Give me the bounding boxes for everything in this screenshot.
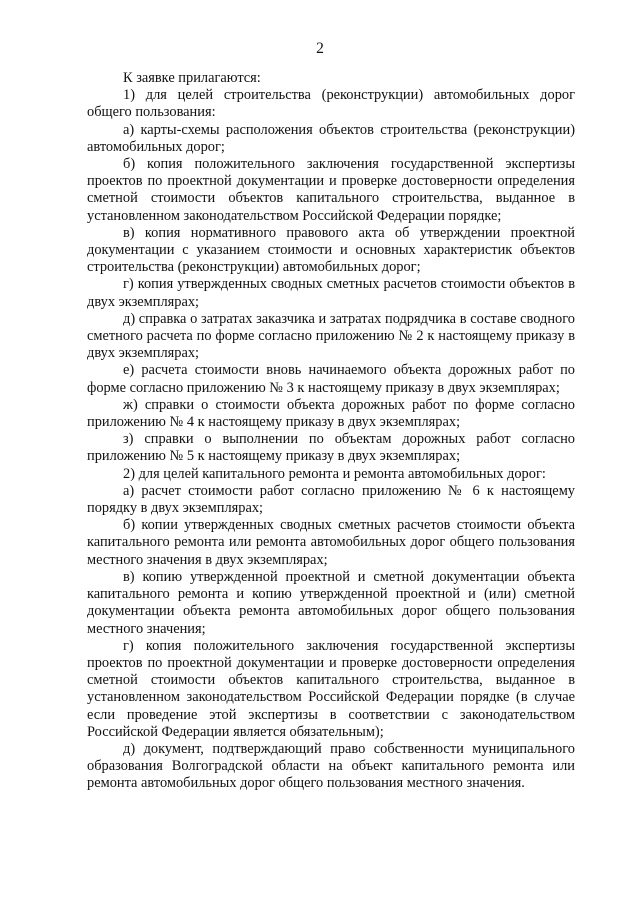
section-2-item-a: а) расчет стоимости работ согласно приложению № 6 к настоящему порядку в двух экземплярах; [87, 482, 575, 517]
section-2-heading: 2) для целей капитального ремонта и ремонта автомобильных дорог: [123, 465, 546, 482]
attachments-intro: К заявке прилагаются: [123, 70, 261, 86]
section-1-item-e: е) расчета стоимости вновь начинаемого объекта дорожных работ по форме согласно приложению № 3 к настоящему приказу в двух экземплярах; [87, 362, 575, 396]
page-number: 2 [316, 40, 324, 57]
section-1-item-z: з) справки о выполнении по объектам дорожных работ согласно приложению № 5 к настоящему приказу в двух экземплярах; [87, 431, 575, 465]
section-2-item-g: г) копия положительного заключения государственной экспертизы проектов по проектной документации и проверке достоверности определения сметной стоимости объектов капитального строительства, выданное в установленном законодательством Российской Федерации порядке (в случае если проведение этой экспертизы в соответствии с законодательством Российской Федерации является обязательным); [87, 637, 575, 740]
section-1-item-g: г) копия утвержденных сводных сметных расчетов стоимости объектов в двух экземплярах; [87, 276, 575, 310]
section-2-item-v: в) копию утвержденной проектной и сметной документации объекта капитального ремонта и копию утвержденной проектной и (или) сметной документации объекта ремонта автомобильных дорог общего пользования местного значения; [87, 568, 575, 637]
section-1-item-v: в) копия нормативного правового акта об утверждении проектной документации с указанием стоимости и основных характеристик объектов строительства (реконструкции) автомобильных дорог; [87, 224, 575, 276]
section-2-item-d: д) документ, подтверждающий право собственности муниципального образования Волгоградской области на объект капитального ремонта или ремонта автомобильных дорог общего пользования местного значения. [87, 740, 575, 792]
section-1-item-b: б) копия положительного заключения государственной экспертизы проектов по проектной документации и проверке достоверности определения сметной стоимости объектов капитального строительства, выданное в установленном законодательством Российской Федерации порядке; [87, 156, 575, 224]
section-1-heading: 1) для целей строительства (реконструкции) автомобильных дорог общего пользования: [87, 87, 575, 121]
section-2-item-b: б) копии утвержденных сводных сметных расчетов стоимости объекта капитального ремонта или ремонта автомобильных дорог общего пользования местного значения в двух экземплярах; [87, 517, 575, 568]
section-1-item-zh: ж) справки о стоимости объекта дорожных работ по форме согласно приложению № 4 к настоящему приказу в двух экземплярах; [87, 396, 575, 431]
document-body [87, 70, 575, 793]
section-1-item-a: а) карты-схемы расположения объектов строительства (реконструкции) автомобильных дорог; [87, 121, 575, 155]
section-1-item-d: д) справка о затратах заказчика и затратах подрядчика в составе сводного сметного расчета по форме согласно приложению № 2 к настоящему приказу в двух экземплярах; [87, 310, 575, 362]
